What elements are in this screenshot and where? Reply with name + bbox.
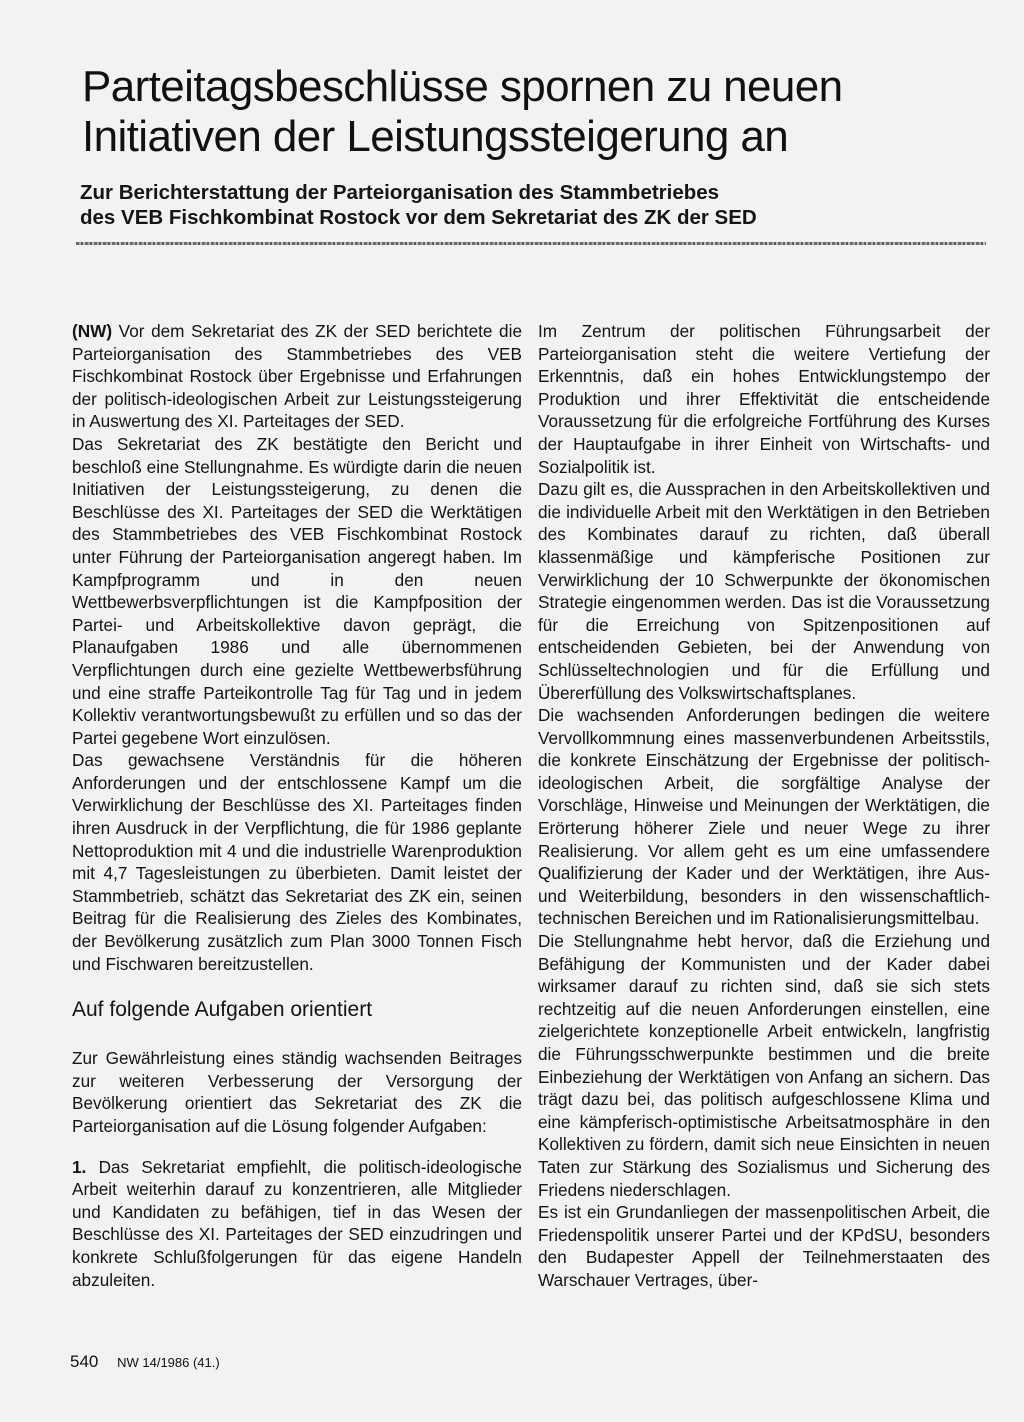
right-paragraph-1: Im Zentrum der politischen Führungsarbeit der Parteiorganisation steht die weitere Vertiefung der Erkenntnis, daß ein hohes Entwicklungstempo der Produktion und ihrer Effektivität die entscheidende Voraussetzung für die erfolgreiche Fortführung des Kurses der Hauptaufgabe in ihrer Einheit von Wirtschafts- und Sozialpolitik ist.	[538, 321, 990, 477]
subheadline-line-2: des VEB Fischkombinat Rostock vor dem Sekretariat des ZK der SED	[80, 206, 757, 229]
page-footer	[70, 1352, 220, 1372]
left-paragraph-2: Das Sekretariat des ZK bestätigte den Bericht und beschloß eine Stellungnahme. Es würdigte darin die neuen Initiativen der Leistungssteigerung, zu denen die Beschlüsse des XI. Parteitages der SED die Werktätigen des Stammbetriebes des VEB Fischkombinat Rostock unter Führung der Parteiorganisation angeregt haben. Im Kampfprogramm und in den neuen Wettbewerbsverpflichtungen ist die Kampfposition der Partei- und Arbeitskollektive davon geprägt, die Planaufgaben 1986 und alle übernommenen Verpflichtungen durch eine gezielte Wettbewerbsführung und eine straffe Parteikontrolle Tag für Tag und in jedem Kollektiv verantwortungsbewußt zu erfüllen und so das der Partei gegebene Wort einzulösen.	[72, 433, 522, 748]
section-heading: Auf folgende Aufgaben orientiert	[72, 998, 373, 1022]
left-column	[72, 320, 522, 1291]
page-number: 540	[70, 1352, 99, 1371]
right-paragraph-3: Die wachsenden Anforderungen bedingen die weitere Vervollkommnung eines massenverbundenen Arbeitsstils, die konkrete Einschätzung der Ergebnisse der politisch-ideologischen Arbeit, die sorgfältige Analyse der Vorschläge, Hinweise und Meinungen der Werktätigen, die Erörterung höherer Ziele und neuer Wege zu ihrer Realisierung. Vor allem geht es um eine umfassendere Qualifizierung der Kader und der Werktätigen, ihre Aus- und Weiterbildung, besonders in den wissenschaftlich-technischen Bereichen und im Rationalisierungsmittelbau.	[538, 705, 990, 929]
left-paragraph-3: Das gewachsene Verständnis für die höheren Anforderungen und der entschlossene Kampf um die Verwirklichung der Beschlüsse des XI. Parteitages finden ihren Ausdruck in der Verpflichtung, die für 1986 geplante Nettoproduktion mit 4 und die industrielle Warenproduktion mit 4,7 Tagesleistungen zu überbieten. Damit leistet der Stammbetrieb, schätzt das Sekretariat des ZK ein, seinen Beitrag für die Realisierung des Zieles des Kombinates, der Bevölkerung zusätzlich zum Plan 3000 Tonnen Fisch und Fischwaren bereitzustellen.	[72, 750, 522, 974]
task-item-1-number: 1.	[72, 1156, 87, 1177]
right-paragraph-2: Dazu gilt es, die Aussprachen in den Arbeitskollektiven und die individuelle Arbeit mit den Werktätigen in den Betrieben des Kombinates darauf zu richten, daß überall klassenmäßige und kämpferische Positionen zur Verwirklichung der 10 Schwerpunkte der ökonomischen Strategie eingenommen werden. Das ist die Voraussetzung für die Erreichung von Spitzenpositionen auf entscheidenden Gebieten, bei der Anwendung von Schlüsseltechnologien und für die Erfüllung und Übererfüllung des Volkswirtschaftsplanes.	[538, 479, 990, 703]
task-item-1	[72, 1156, 522, 1292]
left-paragraph-1-text: Vor dem Sekretariat des ZK der SED berichtete die Parteiorganisation des Stammbetriebes des VEB Fischkombinat Rostock über Ergebnisse und Erfahrungen der politisch-ideologischen Arbeit zur Leistungssteigerung in Auswertung des XI. Parteitages der SED.	[72, 321, 522, 432]
headline-line-2: Initiativen der Leistungssteigerung an	[82, 112, 789, 161]
task-item-1-text: Das Sekretariat empfiehlt, die politisch-ideologische Arbeit weiterhin darauf zu konzentrieren, alle Mitglieder und Kandidaten zu befähigen, tief in das Wesen der Beschlüsse des XI. Parteitages der SED einzudringen und konkrete Schlußfolgerungen für das eigene Handeln abzuleiten.	[72, 1156, 522, 1290]
lead-tag: (NW)	[72, 321, 113, 341]
headline	[82, 62, 962, 162]
headline-line-1: Parteitagsbeschlüsse spornen zu neuen	[82, 62, 843, 111]
right-paragraph-5: Es ist ein Grundanliegen der massenpolitischen Arbeit, die Friedenspolitik unserer Partei und der KPdSU, besonders den Budapester Appell der Teilnehmerstaaten des Warschauer Vertrages, über-	[538, 1202, 990, 1290]
right-paragraph-4: Die Stellungnahme hebt hervor, daß die Erziehung und Befähigung der Kommunisten und der Kader dabei wirksamer darauf zu richten sind, daß sie sich stets rechtzeitig auf die neuen Anforderungen einstellen, eine zielgerichtete konzeptionelle Arbeit entwickeln, langfristig die Führungsschwerpunkte bestimmen und die breite Einbeziehung der Werktätigen von Anfang an sichern. Das trägt dazu bei, das politisch aufgeschlossene Klima und eine kämpferisch-optimistische Arbeitsatmosphäre in den Kollektiven zu fördern, damit sich neue Einsichten in neuen Taten zur Stärkung des Sozialismus und Sicherung des Friedens niederschlagen.	[538, 931, 990, 1200]
right-column	[538, 320, 990, 1292]
left-paragraph-1	[72, 320, 522, 433]
issue-reference: NW 14/1986 (41.)	[117, 1355, 220, 1370]
header-divider	[76, 242, 986, 245]
subheadline	[80, 180, 980, 230]
subheadline-line-1: Zur Berichterstattung der Parteiorganisation des Stammbetriebes	[80, 181, 720, 204]
left-paragraph-4: Zur Gewährleistung eines ständig wachsenden Beitrages zur weiteren Verbesserung der Versorgung der Bevölkerung orientiert das Sekretariat des ZK die Parteiorganisation auf die Lösung folgender Aufgaben:	[72, 1048, 522, 1136]
